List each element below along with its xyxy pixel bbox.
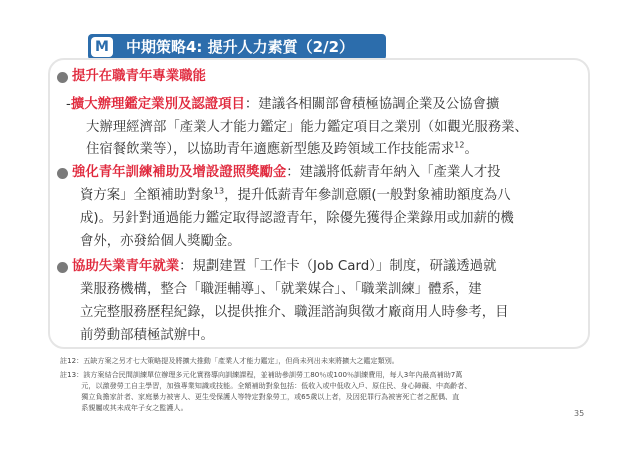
footnote: 元，以激發勞工自主學習，加強專業知識或技能。全額補助對象包括：低收入或中低收入戶、原住民、身心障礙、中高齡者、 — [60, 381, 472, 390]
bullet-icon — [57, 262, 68, 273]
footnote: 系親屬或其未成年子女之監護人。 — [60, 403, 188, 412]
paragraph-line: 業服務機構，整合「職涯輔導」、「就業媒合」、「職業訓練」體系，建 — [80, 282, 482, 297]
section-heading: 強化青年訓練補助及增設證照獎勵金 — [72, 165, 287, 180]
bullet-icon — [57, 72, 68, 83]
text-span: 住宿餐飲業等），以協助青年適應新型態及跨領域工作技能需求 — [86, 142, 455, 157]
footnote: 獨立負擔家計者、家庭暴力被害人、更生受保護人等特定對象勞工，或65歲以上者，及因犯罪行為被害死亡者之配偶、直 — [60, 392, 460, 401]
paragraph-line: 成)。另針對通過能力鑑定取得認證青年，除優先獲得企業錄用或加薪的機 — [80, 211, 514, 226]
dash-marker: - — [66, 97, 71, 112]
section-heading: 協助失業青年就業 — [72, 259, 180, 274]
text-span: ，提升低薪青年參訓意願(一般對象補助額度為八 — [224, 188, 511, 203]
footnote: 註12：五缺方案之另才七大策略提及將擴大推動「產業人才能力鑑定」，但尚未列出未來將擴大之鑑定類別。 — [60, 356, 399, 365]
footnote: 註13：該方案結合民間訓練單位辦理多元化實務導向訓練課程，並補助參訓勞工80％或100％訓練費用，每人3年內最高補助7萬 — [60, 370, 463, 379]
paragraph-line — [86, 140, 478, 160]
footnote-ref: 12 — [454, 140, 465, 150]
m-badge: M — [91, 37, 113, 57]
section-heading: 提升在職青年專業職能 — [72, 69, 206, 84]
bullet-icon — [57, 168, 68, 179]
paragraph-line: 大辦理經濟部「產業人才能力鑑定」能力鑑定項目之業別（如觀光服務業、 — [86, 120, 528, 135]
footnote-ref: 13 — [213, 186, 225, 196]
text-span: 資方案」全額補助對象 — [80, 188, 214, 203]
paragraph-line — [80, 186, 511, 206]
text-span: ：建議將低薪青年納入「產業人才投 — [286, 165, 501, 180]
paragraph-line — [66, 95, 499, 115]
paragraph-line: 前勞動部積極試辦中。 — [80, 328, 214, 343]
text-span: ：建議各相關部會積極協調企業及公協會擴 — [244, 97, 500, 112]
paragraph-line: 立完整服務歷程紀錄，以提供推介、職涯諮詢與徵才廠商用人時參考，目 — [80, 305, 509, 320]
paragraph-line — [72, 163, 501, 183]
text-span: ：規劃建置「工作卡（Job Card）」制度，研議透過就 — [179, 259, 497, 274]
sub-heading: 擴大辦理鑑定業別及認證項目 — [70, 97, 245, 112]
page-title: 中期策略4: 提升人力素質（2/2） — [126, 38, 355, 56]
paragraph-line: 會外，亦發給個人獎勵金。 — [80, 234, 241, 249]
page-number: 35 — [574, 409, 585, 418]
text-span: 。 — [464, 142, 478, 157]
paragraph-line — [72, 257, 496, 277]
